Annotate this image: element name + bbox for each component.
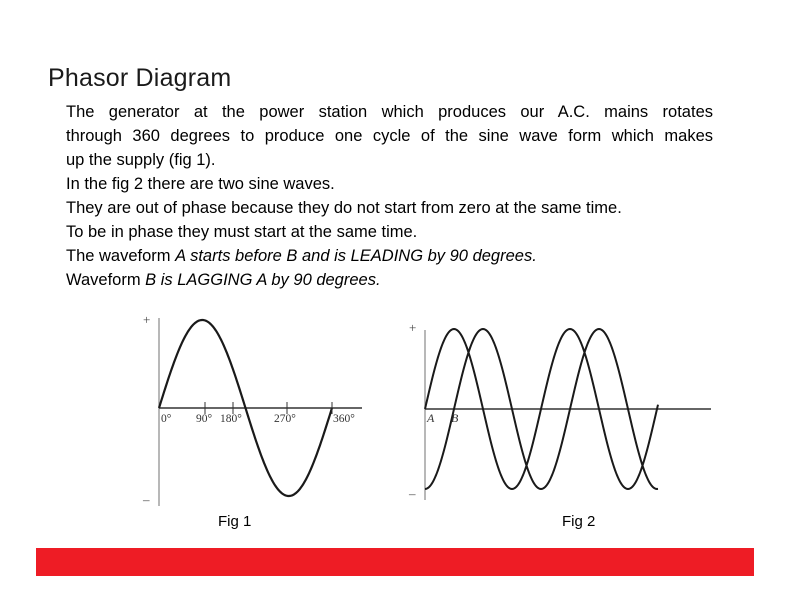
text-italic: B is LAGGING A by 90 degrees.: [145, 271, 381, 289]
fig1-tick-label-360: 360°: [333, 413, 355, 425]
footer-accent-bar: [36, 548, 754, 576]
text-line: up the supply (fig 1).: [66, 151, 216, 169]
fig1-tick-label-90: 90°: [196, 413, 213, 425]
text-line: through 360 degrees to produce one cycle of the sine wave form which makes: [66, 127, 713, 145]
text-segment: Waveform: [66, 271, 146, 289]
figure-2: [400, 318, 715, 508]
fig1-plus-label: +: [143, 312, 151, 327]
text-italic: A starts before B and is LEADING by 90 degrees.: [175, 247, 537, 265]
fig1-tick-label-180: 180°: [220, 413, 242, 425]
fig2-minus-label: –: [409, 486, 416, 501]
slide-title: Phasor Diagram: [48, 64, 232, 92]
fig2-graph: [400, 318, 715, 508]
fig1-caption: Fig 1: [218, 513, 252, 530]
text-line: In the fig 2 there are two sine waves.: [66, 175, 335, 193]
text-line: The generator at the power station which produces our A.C. mains rotates: [66, 103, 713, 121]
text-line: [66, 244, 713, 268]
body-paragraph: [66, 100, 713, 292]
figure-1: [140, 308, 370, 508]
text-line: [66, 268, 713, 292]
fig2-plus-label: +: [409, 320, 417, 335]
fig2-label-a: A: [427, 411, 435, 425]
fig1-minus-label: –: [143, 492, 150, 507]
fig2-label-b: B: [451, 411, 459, 425]
text-segment: The waveform: [66, 247, 176, 265]
text-line: They are out of phase because they do not start from zero at the same time.: [66, 199, 622, 217]
text-line: To be in phase they must start at the same time.: [66, 223, 418, 241]
fig2-caption: Fig 2: [562, 513, 596, 530]
fig1-tick-label-270: 270°: [274, 413, 296, 425]
fig1-graph: [140, 308, 370, 508]
fig1-tick-label-0: 0°: [161, 413, 172, 425]
